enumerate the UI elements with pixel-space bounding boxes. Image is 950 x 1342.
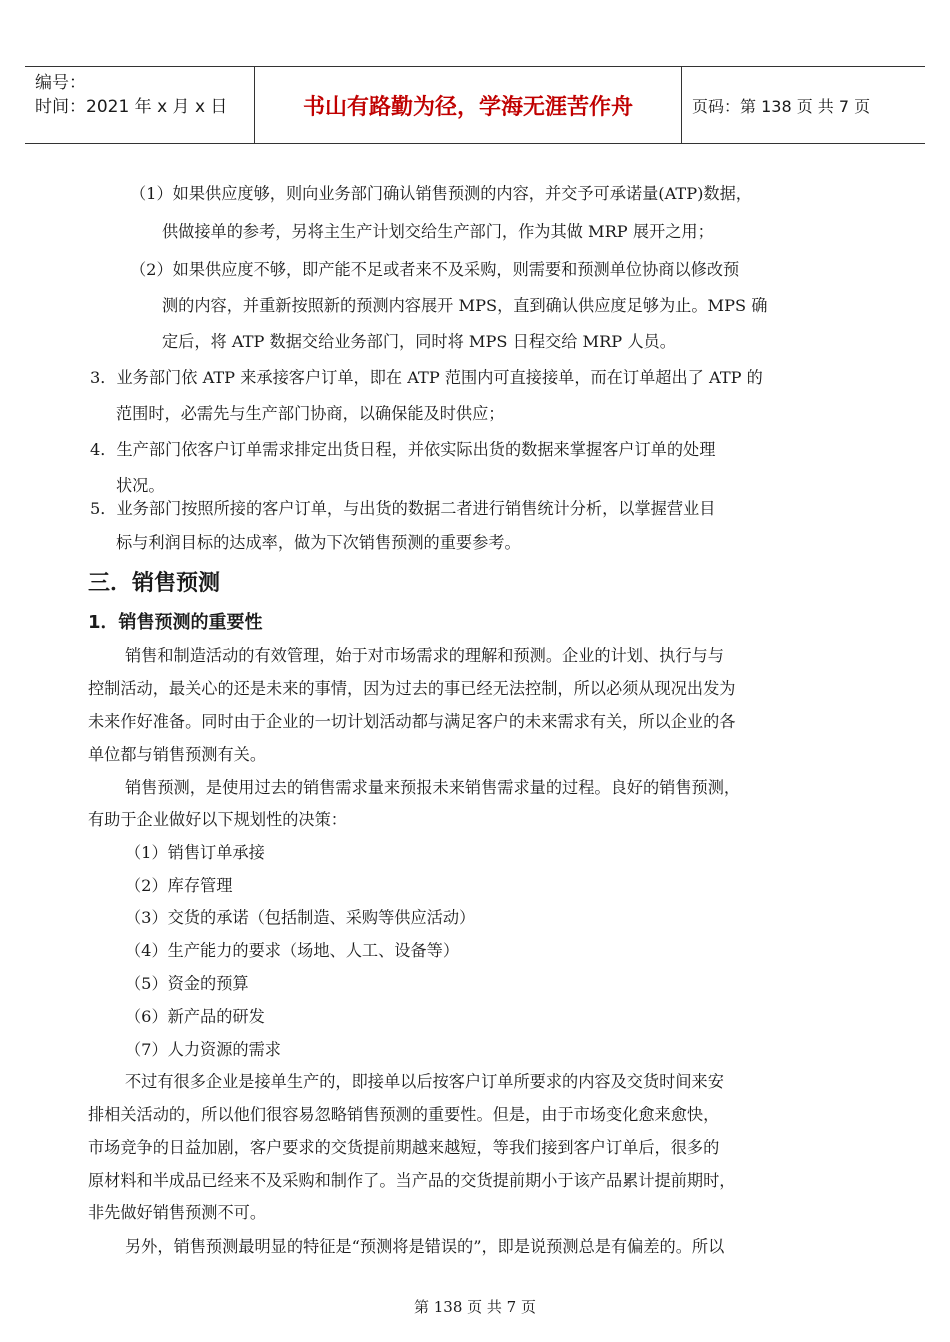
text-line: 测的内容，并重新按照新的预测内容展开 MPS，直到确认供应度足够为止。MPS 确 xyxy=(162,296,768,315)
text-line: 原材料和半成品已经来不及采购和制作了。当产品的交货提前期小于该产品累计提前期时， xyxy=(88,1171,736,1190)
list-item: （4）生产能力的要求（场地、人工、设备等） xyxy=(125,941,460,960)
text-line: 标与利润目标的达成率，做为下次销售预测的重要参考。 xyxy=(116,533,521,552)
text-line: 控制活动，最关心的还是未来的事情，因为过去的事已经无法控制，所以必须从现况出发为 xyxy=(88,679,736,698)
list-item: （3）交货的承诺（包括制造、采购等供应活动） xyxy=(125,908,476,927)
text-line: 销售和制造活动的有效管理，始于对市场需求的理解和预测。企业的计划、执行与与 xyxy=(125,646,724,665)
text-line: 有助于企业做好以下规划性的决策： xyxy=(88,810,347,829)
list-item: （6）新产品的研发 xyxy=(125,1007,265,1026)
page-header xyxy=(25,66,925,144)
text-line: 销售预测，是使用过去的销售需求量来预报未来销售需求量的过程。良好的销售预测， xyxy=(125,778,741,797)
text-line: 供做接单的参考，另将主生产计划交给生产部门，作为其做 MRP 展开之用； xyxy=(162,222,714,241)
text-line: 非先做好销售预测不可。 xyxy=(88,1203,267,1222)
text-line: 另外，销售预测最明显的特征是“预测将是错误的”，即是说预测总是有偏差的。所以 xyxy=(125,1237,725,1256)
text-line: 未来作好准备。同时由于企业的一切计划活动都与满足客户的未来需求有关，所以企业的各 xyxy=(88,712,736,731)
text-line: （2）如果供应度不够，即产能不足或者来不及采购，则需要和预测单位协商以修改预 xyxy=(130,260,740,279)
list-item: （2）库存管理 xyxy=(125,876,233,895)
number-label: 编号： xyxy=(35,73,86,93)
header-info xyxy=(25,67,255,143)
time-label: 时间：2021 年 x 月 x 日 xyxy=(35,97,228,117)
text-line: 4．生产部门依客户订单需求排定出货日程，并依实际出货的数据来掌握客户订单的处理 xyxy=(90,440,716,459)
section-heading: 三．销售预测 xyxy=(88,571,221,596)
text-line: 5．业务部门按照所接的客户订单，与出货的数据二者进行销售统计分析，以掌握营业目 xyxy=(90,499,716,518)
subsection-heading: 1．销售预测的重要性 xyxy=(88,612,263,633)
text-line: （1）如果供应度够，则向业务部门确认销售预测的内容，并交予可承诺量(ATP)数据， xyxy=(130,184,752,203)
text-line: 3．业务部门依 ATP 来承接客户订单，即在 ATP 范围内可直接接单，而在订单超出了 ATP 的 xyxy=(90,368,763,387)
header-page-info: 页码：第 138 页 共 7 页 xyxy=(692,96,871,116)
list-item: （7）人力资源的需求 xyxy=(125,1040,281,1059)
page-footer: 第 138 页 共 7 页 xyxy=(413,1298,536,1316)
text-line: 不过有很多企业是接单生产的，即接单以后按客户订单所要求的内容及交货时间来安 xyxy=(125,1072,724,1091)
list-item: （5）资金的预算 xyxy=(125,974,249,993)
text-line: 排相关活动的，所以他们很容易忽略销售预测的重要性。但是，由于市场变化愈来愈快， xyxy=(88,1105,720,1124)
text-line: 范围时，必需先与生产部门协商，以确保能及时供应； xyxy=(116,404,505,423)
text-line: 单位都与销售预测有关。 xyxy=(88,745,267,764)
header-motto: 书山有路勤为径，学海无涯苦作舟 xyxy=(255,67,682,143)
text-line: 市场竞争的日益加剧，客户要求的交货提前期越来越短，等我们接到客户订单后，很多的 xyxy=(88,1138,720,1157)
text-line: 定后，将 ATP 数据交给业务部门，同时将 MPS 日程交给 MRP 人员。 xyxy=(162,332,676,351)
text-line: 状况。 xyxy=(116,476,165,495)
list-item: （1）销售订单承接 xyxy=(125,843,265,862)
